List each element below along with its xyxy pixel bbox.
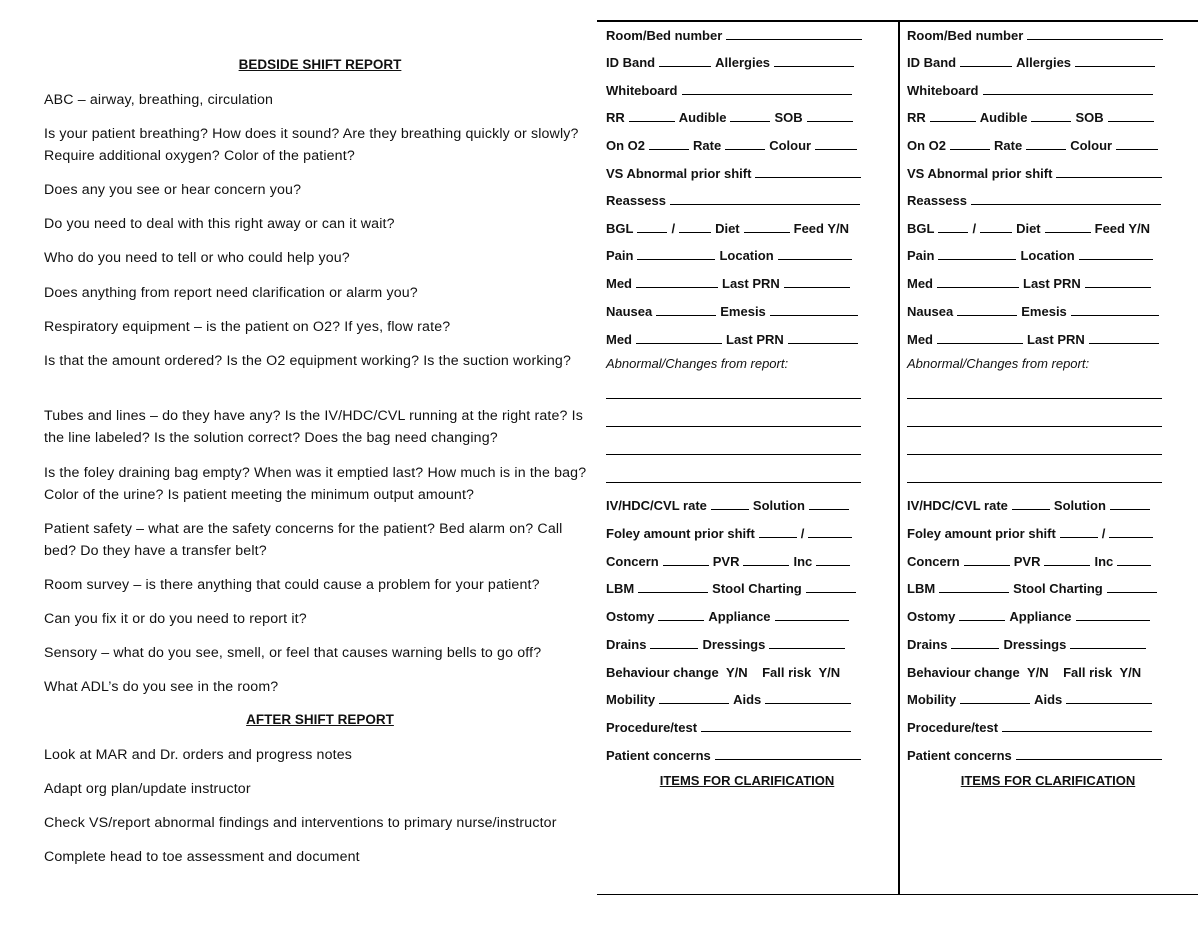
concern-field[interactable] [964,564,1010,566]
iv-rate-field[interactable] [711,508,749,510]
room-bed-field[interactable] [1027,38,1163,40]
colour-label: Colour [1070,138,1113,153]
solution-label: Solution [752,498,805,513]
rate-label: Rate [994,138,1023,153]
pvr-label: PVR [1013,554,1041,569]
instruction-line: Who do you need to tell or who could help you? [44,250,350,266]
foley-field-1[interactable] [1060,536,1098,538]
mobility-label: Mobility [907,692,957,707]
dressings-label: Dressings [1003,637,1067,652]
allergies-label: Allergies [1016,55,1072,70]
appliance-label: Appliance [708,609,771,624]
location-label: Location [1020,248,1075,263]
mobility-field[interactable] [659,702,729,704]
notes-line[interactable] [907,482,1162,483]
med-field[interactable] [636,286,718,288]
bgl-slash: / [972,221,977,236]
location-label: Location [719,248,774,263]
colour-field[interactable] [1116,148,1158,150]
dressings-label: Dressings [702,637,766,652]
med-label: Med [606,276,632,291]
drains-field[interactable] [951,647,999,649]
sob-field[interactable] [1108,120,1154,122]
lbm-label: LBM [606,581,635,596]
drains-field[interactable] [650,647,698,649]
allergies-field[interactable] [1075,65,1155,67]
notes-line[interactable] [606,482,861,483]
lbm-field[interactable] [939,591,1009,593]
last-prn-field-2[interactable] [1089,342,1159,344]
med-field-2[interactable] [937,342,1023,344]
audible-label: Audible [678,110,727,125]
sob-label: SOB [774,110,803,125]
last-prn-field-2[interactable] [788,342,858,344]
id-band-field[interactable] [659,65,711,67]
vs-abnormal-label: VS Abnormal prior shift [606,166,752,181]
instruction-line: What ADL’s do you see in the room? [44,679,279,695]
sob-label: SOB [1075,110,1104,125]
bgl-field-2[interactable] [980,231,1012,233]
instruction-line: Does anything from report need clarification or alarm you? [44,285,418,301]
after-line: Look at MAR and Dr. orders and progress notes [44,747,352,763]
whiteboard-field[interactable] [983,93,1153,95]
dressings-field[interactable] [1070,647,1146,649]
foley-field-2[interactable] [808,536,852,538]
mobility-label: Mobility [606,692,656,707]
allergies-field[interactable] [774,65,854,67]
after-line: Adapt org plan/update instructor [44,781,251,797]
emesis-label: Emesis [720,304,766,319]
appliance-field[interactable] [775,619,849,621]
items-for-clarification-heading: ITEMS FOR CLARIFICATION [960,773,1136,788]
aids-label: Aids [733,692,762,707]
diet-field[interactable] [1045,231,1091,233]
after-line: Complete head to toe assessment and document [44,849,360,865]
behaviour-yn[interactable]: Y/N [725,665,748,680]
nausea-label: Nausea [606,304,653,319]
pain-field[interactable] [637,258,715,260]
behaviour-yn[interactable]: Y/N [1026,665,1049,680]
foley-slash: / [1101,526,1106,541]
room-bed-label: Room/Bed number [606,28,723,43]
concern-label: Concern [907,554,960,569]
allergies-label: Allergies [715,55,771,70]
foley-label: Foley amount prior shift [907,526,1056,541]
solution-field[interactable] [1110,508,1150,510]
last-prn-label: Last PRN [722,276,780,291]
concern-field[interactable] [663,564,709,566]
nausea-label: Nausea [907,304,954,319]
behaviour-label: Behaviour change [907,665,1020,680]
whiteboard-field[interactable] [682,93,852,95]
bgl-field-2[interactable] [679,231,711,233]
on-o2-label: On O2 [907,138,947,153]
inc-field[interactable] [1117,564,1151,566]
pvr-label: PVR [712,554,740,569]
instruction-line: Respiratory equipment – is the patient on O2? If yes, flow rate? [44,319,451,335]
stool-charting-field[interactable] [806,591,856,593]
ostomy-field[interactable] [959,619,1005,621]
diet-field[interactable] [744,231,790,233]
items-for-clarification-heading: ITEMS FOR CLARIFICATION [659,773,835,788]
instructions-column [0,0,595,927]
solution-field[interactable] [809,508,849,510]
on-o2-field[interactable] [950,148,990,150]
audible-field[interactable] [730,120,770,122]
aids-field[interactable] [1066,702,1152,704]
foley-field-2[interactable] [1109,536,1153,538]
stool-charting-field[interactable] [1107,591,1157,593]
reassess-field[interactable] [670,203,860,205]
lbm-label: LBM [907,581,936,596]
med-label: Med [606,332,632,347]
diet-label: Diet [715,221,740,236]
whiteboard-label: Whiteboard [606,83,678,98]
appliance-label: Appliance [1009,609,1072,624]
med-field-2[interactable] [636,342,722,344]
bgl-field-1[interactable] [637,231,667,233]
colour-field[interactable] [815,148,857,150]
rr-label: RR [907,110,926,125]
reassess-label: Reassess [907,193,967,208]
on-o2-field[interactable] [649,148,689,150]
stool-charting-label: Stool Charting [712,581,802,596]
procedure-field[interactable] [1002,730,1152,732]
id-band-label: ID Band [907,55,957,70]
notes-line[interactable] [606,454,861,455]
patient-concerns-field[interactable] [715,758,861,760]
stool-charting-label: Stool Charting [1013,581,1103,596]
notes-line[interactable] [606,426,861,427]
bgl-label: BGL [907,221,935,236]
location-field[interactable] [778,258,852,260]
diet-label: Diet [1016,221,1041,236]
foley-slash: / [800,526,805,541]
vs-abnormal-field[interactable] [755,176,861,178]
pvr-field[interactable] [1044,564,1090,566]
inc-field[interactable] [816,564,850,566]
after-line: Check VS/report abnormal findings and interventions to primary nurse/instructor [44,815,557,831]
fall-risk-yn[interactable]: Y/N [818,665,841,680]
lbm-field[interactable] [638,591,708,593]
instruction-line: Can you fix it or do you need to report it? [44,611,307,627]
feed-label: Feed Y/N [1094,221,1151,236]
bedside-shift-report-title: BEDSIDE SHIFT REPORT [238,57,402,72]
dressings-field[interactable] [769,647,845,649]
whiteboard-label: Whiteboard [907,83,979,98]
ostomy-field[interactable] [658,619,704,621]
notes-line[interactable] [907,454,1162,455]
emesis-label: Emesis [1021,304,1067,319]
iv-rate-field[interactable] [1012,508,1050,510]
id-band-label: ID Band [606,55,656,70]
feed-label: Feed Y/N [793,221,850,236]
pain-label: Pain [907,248,935,263]
med-label: Med [907,332,933,347]
emesis-field[interactable] [1071,314,1159,316]
rate-field[interactable] [725,148,765,150]
drains-label: Drains [907,637,948,652]
last-prn-label: Last PRN [1027,332,1085,347]
abnormal-changes-label: Abnormal/Changes from report: [907,356,1090,371]
audible-label: Audible [979,110,1028,125]
id-band-field[interactable] [960,65,1012,67]
rr-field[interactable] [930,120,976,122]
last-prn-label: Last PRN [1023,276,1081,291]
instruction-line: Is the foley draining bag empty? When was it emptied last? How much is in the bag? Color of the urine? Is patient meeting the minimum output amount? [44,465,587,503]
procedure-label: Procedure/test [907,720,999,735]
iv-rate-label: IV/HDC/CVL rate [907,498,1008,513]
med-field[interactable] [937,286,1019,288]
report-form-panel-2 [898,20,1198,895]
report-form-panel-1 [597,20,900,895]
concern-label: Concern [606,554,659,569]
instruction-line: ABC – airway, breathing, circulation [44,92,274,108]
emesis-field[interactable] [770,314,858,316]
sob-field[interactable] [807,120,853,122]
abnormal-changes-label: Abnormal/Changes from report: [606,356,789,371]
room-bed-field[interactable] [726,38,862,40]
nausea-field[interactable] [656,314,716,316]
instruction-line: Sensory – what do you see, smell, or feel that causes warning bells to go off? [44,645,542,661]
behaviour-label: Behaviour change [606,665,719,680]
rr-label: RR [606,110,625,125]
nausea-field[interactable] [957,314,1017,316]
last-prn-field[interactable] [1085,286,1151,288]
procedure-label: Procedure/test [606,720,698,735]
aids-field[interactable] [765,702,851,704]
last-prn-field[interactable] [784,286,850,288]
instruction-line: Is your patient breathing? How does it sound? Are they breathing quickly or slowly? Require additional oxygen? Color of the patient? [44,126,579,164]
notes-line[interactable] [907,398,1162,399]
patient-concerns-label: Patient concerns [606,748,711,763]
colour-label: Colour [769,138,812,153]
instruction-line: Is that the amount ordered? Is the O2 equipment working? Is the suction working? [44,353,571,369]
on-o2-label: On O2 [606,138,646,153]
ostomy-label: Ostomy [606,609,655,624]
reassess-label: Reassess [606,193,666,208]
notes-line[interactable] [606,398,861,399]
fall-risk-label: Fall risk [762,665,812,680]
notes-line[interactable] [907,426,1162,427]
fall-risk-yn[interactable]: Y/N [1119,665,1142,680]
patient-concerns-field[interactable] [1016,758,1162,760]
foley-label: Foley amount prior shift [606,526,755,541]
inc-label: Inc [793,554,813,569]
vs-abnormal-field[interactable] [1056,176,1162,178]
ostomy-label: Ostomy [907,609,956,624]
fall-risk-label: Fall risk [1063,665,1113,680]
rr-field[interactable] [629,120,675,122]
bgl-slash: / [671,221,676,236]
rate-label: Rate [693,138,722,153]
pain-field[interactable] [938,258,1016,260]
aids-label: Aids [1034,692,1063,707]
pain-label: Pain [606,248,634,263]
pvr-field[interactable] [743,564,789,566]
room-bed-label: Room/Bed number [907,28,1024,43]
instruction-line: Tubes and lines – do they have any? Is the IV/HDC/CVL running at the right rate? Is the line labeled? Is the solution correct? Does the bag need changing? [44,408,584,446]
instruction-line: Room survey – is there anything that could cause a problem for your patient? [44,577,540,593]
iv-rate-label: IV/HDC/CVL rate [606,498,707,513]
vs-abnormal-label: VS Abnormal prior shift [907,166,1053,181]
inc-label: Inc [1094,554,1114,569]
appliance-field[interactable] [1076,619,1150,621]
instruction-line: Does any you see or hear concern you? [44,182,302,198]
reassess-field[interactable] [971,203,1161,205]
location-field[interactable] [1079,258,1153,260]
last-prn-label: Last PRN [726,332,784,347]
after-shift-report-title: AFTER SHIFT REPORT [246,712,394,727]
instruction-line: Patient safety – what are the safety concerns for the patient? Bed alarm on? Call bed? Do they have a transfer belt? [44,521,563,559]
instruction-line: Do you need to deal with this right away or can it wait? [44,216,395,232]
audible-field[interactable] [1031,120,1071,122]
mobility-field[interactable] [960,702,1030,704]
bgl-label: BGL [606,221,634,236]
solution-label: Solution [1053,498,1106,513]
foley-field-1[interactable] [759,536,797,538]
drains-label: Drains [606,637,647,652]
bgl-field-1[interactable] [938,231,968,233]
procedure-field[interactable] [701,730,851,732]
med-label: Med [907,276,933,291]
patient-concerns-label: Patient concerns [907,748,1012,763]
rate-field[interactable] [1026,148,1066,150]
